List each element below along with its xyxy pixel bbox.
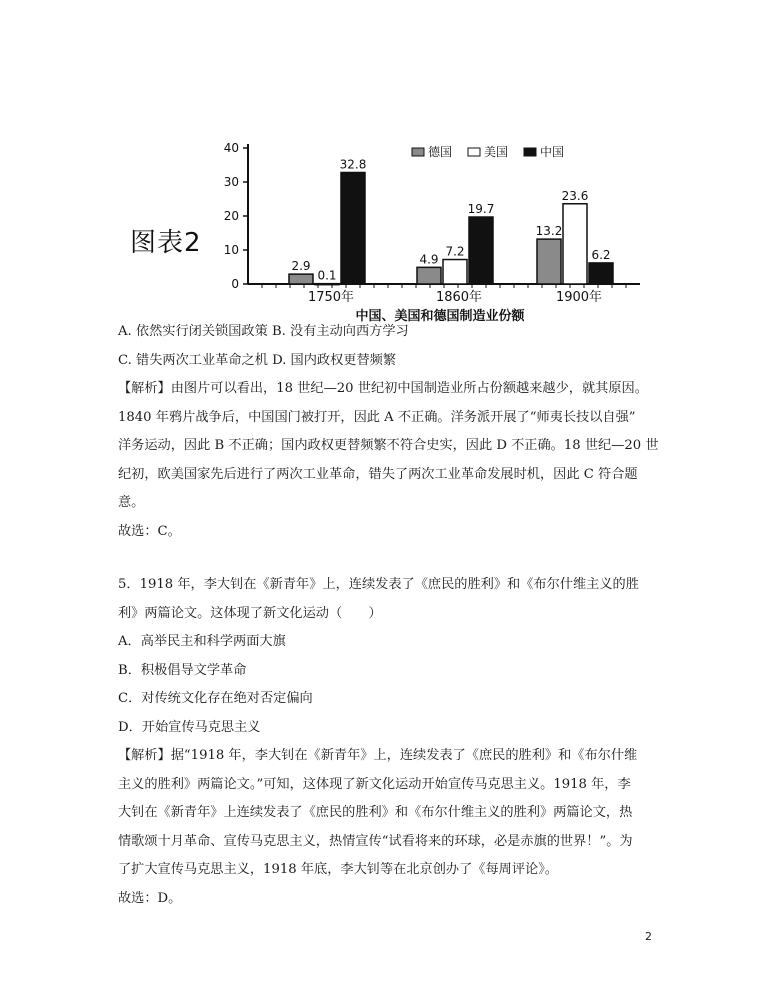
figure-label: 图表2 (130, 228, 202, 258)
data-label: 19.7 (467, 202, 495, 217)
data-label: 23.6 (561, 188, 589, 203)
bar (341, 172, 365, 284)
question-5 (118, 571, 663, 913)
option-c: C．对传统文化存在绝对否定偏向 (118, 691, 313, 706)
option-b: B．积极倡导文学革命 (118, 662, 247, 678)
data-label: 13.2 (535, 224, 563, 239)
data-label: 0.1 (317, 268, 337, 283)
answer-line: 故选：C。 (118, 523, 181, 539)
data-label: 2.9 (291, 259, 311, 274)
x-tick-label: 1860年 (435, 290, 483, 305)
analysis-line: 大钊在《新青年》上连续发表了《庶民的胜利》和《布尔什维主义的胜利》两篇论文，热 (118, 805, 633, 820)
bar (443, 260, 467, 284)
y-tick-label: 0 (231, 277, 239, 291)
analysis-line: 【解析】由图片可以看出，18 世纪—20 世纪初中国制造业所占份额越来越少，就其原因。 (118, 381, 648, 396)
page-number: 2 (645, 930, 652, 943)
bar-chart (120, 118, 660, 324)
data-label: 4.9 (419, 252, 439, 267)
data-label: 7.2 (445, 244, 465, 259)
legend-swatch (412, 148, 424, 156)
bar (417, 267, 441, 284)
legend-label: 德国 (428, 145, 453, 159)
figure-chart (120, 118, 660, 324)
bar (469, 217, 493, 284)
y-tick-label: 40 (223, 141, 239, 155)
analysis-line: 主义的胜利》两篇论文。”可知，这体现了新文化运动开始宣传马克思主义。1918 年，李 (118, 776, 631, 792)
analysis-line: 纪初，欧美国家先后进行了两次工业革命，错失了两次工业革命发展时机，因此 C 符合题 (118, 466, 638, 482)
analysis-line: 【解析】据“1918 年，李大钊在《新青年》上，连续发表了《庶民的胜利》和《布尔什维 (118, 748, 638, 763)
bar (315, 284, 339, 285)
bar (589, 263, 613, 284)
options-line: C. 错失两次工业革命之机 D. 国内政权更替频繁 (118, 352, 397, 368)
legend-label: 美国 (484, 145, 509, 159)
question-stem: 5．1918 年，李大钊在《新青年》上，连续发表了《庶民的胜利》和《布尔什维主义的胜 (118, 577, 639, 592)
option-a: A．高举民主和科学两面大旗 (118, 634, 286, 649)
analysis-line: 了扩大宣传马克思主义，1918 年底，李大钊等在北京创办了《每周评论》。 (118, 862, 558, 877)
option-d: D．开始宣传马克思主义 (118, 719, 261, 735)
data-label: 32.8 (339, 157, 367, 172)
y-tick-label: 10 (223, 243, 239, 257)
x-tick-label: 1750年 (307, 290, 355, 305)
analysis-line: 情歌颂十月革命、宣传马克思主义，热情宣传“试看将来的环球，必是赤旗的世界！”。为 (118, 833, 633, 849)
question-stem: 利》两篇论文。这体现了新文化运动（ ） (118, 605, 382, 621)
options-line: A. 依然实行闭关锁国政策 B. 没有主动向西方学习 (118, 324, 409, 339)
legend-label: 中国 (540, 145, 565, 159)
answer-line: 故选：D。 (118, 890, 182, 906)
analysis-line: 洋务运动，因此 B 不正确；国内政权更替频繁不符合史实，因此 D 不正确。18 世纪—20 世 (118, 438, 659, 453)
x-axis-title: 中国、美国和德国制造业份额 (355, 309, 525, 324)
y-tick-label: 20 (223, 209, 239, 223)
question-4-tail (118, 318, 663, 546)
analysis-line: 意。 (118, 495, 145, 510)
x-tick-label: 1900年 (555, 290, 603, 305)
bar (289, 274, 313, 284)
y-tick-label: 30 (223, 175, 239, 189)
legend-swatch (524, 148, 536, 156)
data-label: 6.2 (591, 247, 611, 262)
legend-swatch (468, 148, 480, 156)
bar (537, 239, 561, 284)
analysis-line: 1840 年鸦片战争后，中国国门被打开，因此 A 不正确。洋务派开展了“师夷长技以自强” (118, 409, 636, 425)
bar (563, 204, 587, 284)
